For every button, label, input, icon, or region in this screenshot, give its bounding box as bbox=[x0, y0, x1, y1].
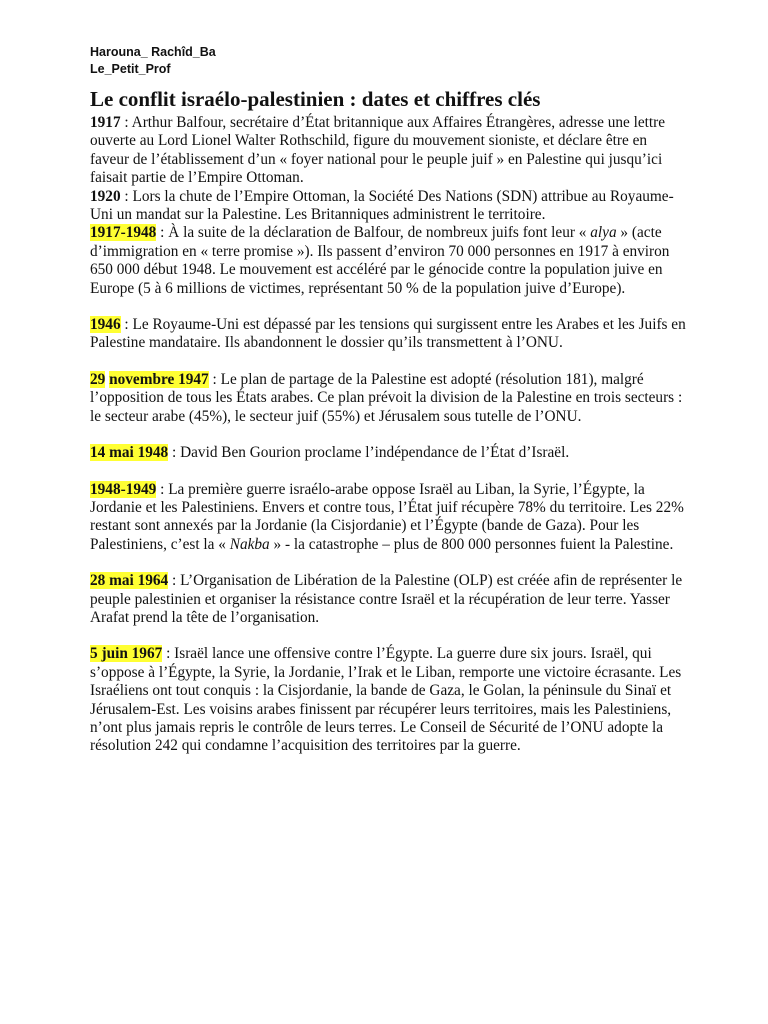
entry-date-highlighted: 28 mai 1964 bbox=[90, 572, 169, 590]
entry-date-highlighted: 5 juin 1967 bbox=[90, 645, 163, 663]
entry-1948-1949 bbox=[90, 481, 686, 555]
entry-text-italic: alya bbox=[590, 224, 617, 242]
entry-text: » (acte d’immigration en « terre promise »). Ils passent d’environ 70 000 personnes en 1917 à environ 650 000 début 1948. Le mouvement est accéléré par le génocide contre la population juive en Europe (5 à 6 millions de victimes, représentant 50 % de la population juive d’Europe). bbox=[90, 224, 670, 297]
entry-29-novembre-1947 bbox=[90, 371, 686, 426]
entry-date: 1920 bbox=[90, 187, 121, 205]
document-page bbox=[90, 44, 686, 756]
entry-date-highlighted: novembre 1947 bbox=[109, 370, 209, 388]
entry-1917 bbox=[90, 114, 686, 188]
entry-date-highlighted: 1946 bbox=[90, 316, 121, 334]
entry-1920 bbox=[90, 188, 686, 225]
entry-text: : Israël lance une offensive contre l’Égypte. La guerre dure six jours. Israël, qui s’oppose à l’Égypte, la Syrie, la Jordanie, l’Irak et le Liban, remporte une victoire écrasante. Les Israéliens ont tout conquis : la Cisjordanie, la bande de Gaza, le Golan, la péninsule du Sinaï et Jérusalem-Est. Les voisins arabes finissent par récupérer leurs territoires, mais les Palestiniens, n’ont plus jamais repris le contrôle de leurs terres. Le Conseil de Sécurité de l’ONU adopte la résolution 242 qui condamne l’acquisition des territoires par la guerre. bbox=[90, 645, 682, 755]
entry-text: : La première guerre israélo-arabe oppose Israël au Liban, la Syrie, l’Égypte, la Jordanie et les Palestiniens. Envers et contre tous, l’État juif récupère 78% du territoire. Les 22% restant sont annexés par la Jordanie (la Cisjordanie) et l’Égypte (bande de Gaza). Pour les Palestiniens, c’est la « bbox=[90, 480, 684, 553]
entry-text: : À la suite de la déclaration de Balfour, de nombreux juifs font leur « bbox=[156, 224, 591, 242]
document-title: Le conflit israélo-palestinien : dates et chiffres clés bbox=[90, 87, 541, 111]
entry-28-mai-1964 bbox=[90, 572, 686, 627]
entry-text: : Le plan de partage de la Palestine est adopté (résolution 181), malgré l’opposition de tous les États arabes. Ce plan prévoit la division de la Palestine en trois secteurs : le secteur arabe (45%), le secteur juif (55%) et Jérusalem sous tutelle de l’ONU. bbox=[90, 370, 683, 425]
entry-text: » - la catastrophe – plus de 800 000 personnes fuient la Palestine. bbox=[269, 535, 674, 553]
entry-text: : Lors la chute de l’Empire Ottoman, la Société Des Nations (SDN) attribue au Royaume-Uni un mandat sur la Palestine. Les Britanniques administrent le territoire. bbox=[90, 187, 674, 224]
entry-date-highlighted: 29 bbox=[90, 370, 106, 388]
author-name: Harouna_ Rachîd_Ba bbox=[90, 45, 216, 59]
entry-5-juin-1967 bbox=[90, 645, 686, 755]
entry-text: : L’Organisation de Libération de la Palestine (OLP) est créée afin de représenter le peuple palestinien et organiser la résistance contre Israël et la récupération de leur terre. Yasser Arafat prend la tête de l’organisation. bbox=[90, 572, 683, 626]
entry-date: 1917 bbox=[90, 114, 121, 131]
entry-date-highlighted: 1917-1948 bbox=[90, 224, 157, 242]
entry-14-mai-1948 bbox=[90, 444, 686, 462]
author-site: Le_Petit_Prof bbox=[90, 62, 171, 76]
entry-text-italic: Nakba bbox=[229, 535, 270, 553]
entry-date-highlighted: 14 mai 1948 bbox=[90, 444, 169, 462]
entry-text: : Arthur Balfour, secrétaire d’État britannique aux Affaires Étrangères, adresse une lettre ouverte au Lord Lionel Walter Rothschild, figure du mouvement sioniste, et déclare être en faveur de l’établissement d’un « foyer national pour le peuple juif » en Palestine qui jusqu’ici faisait partie de l’Empire Ottoman. bbox=[90, 114, 666, 187]
entry-1946 bbox=[90, 316, 686, 353]
entry-text: : David Ben Gourion proclame l’indépendance de l’État d’Israël. bbox=[168, 444, 570, 462]
entry-1917-1948 bbox=[90, 224, 686, 298]
entry-text: : Le Royaume-Uni est dépassé par les tensions qui surgissent entre les Arabes et les Juifs en Palestine mandataire. Ils abandonnent le dossier qu’ils transmettent à l’ONU. bbox=[90, 316, 686, 352]
entry-date-highlighted: 1948-1949 bbox=[90, 480, 157, 498]
